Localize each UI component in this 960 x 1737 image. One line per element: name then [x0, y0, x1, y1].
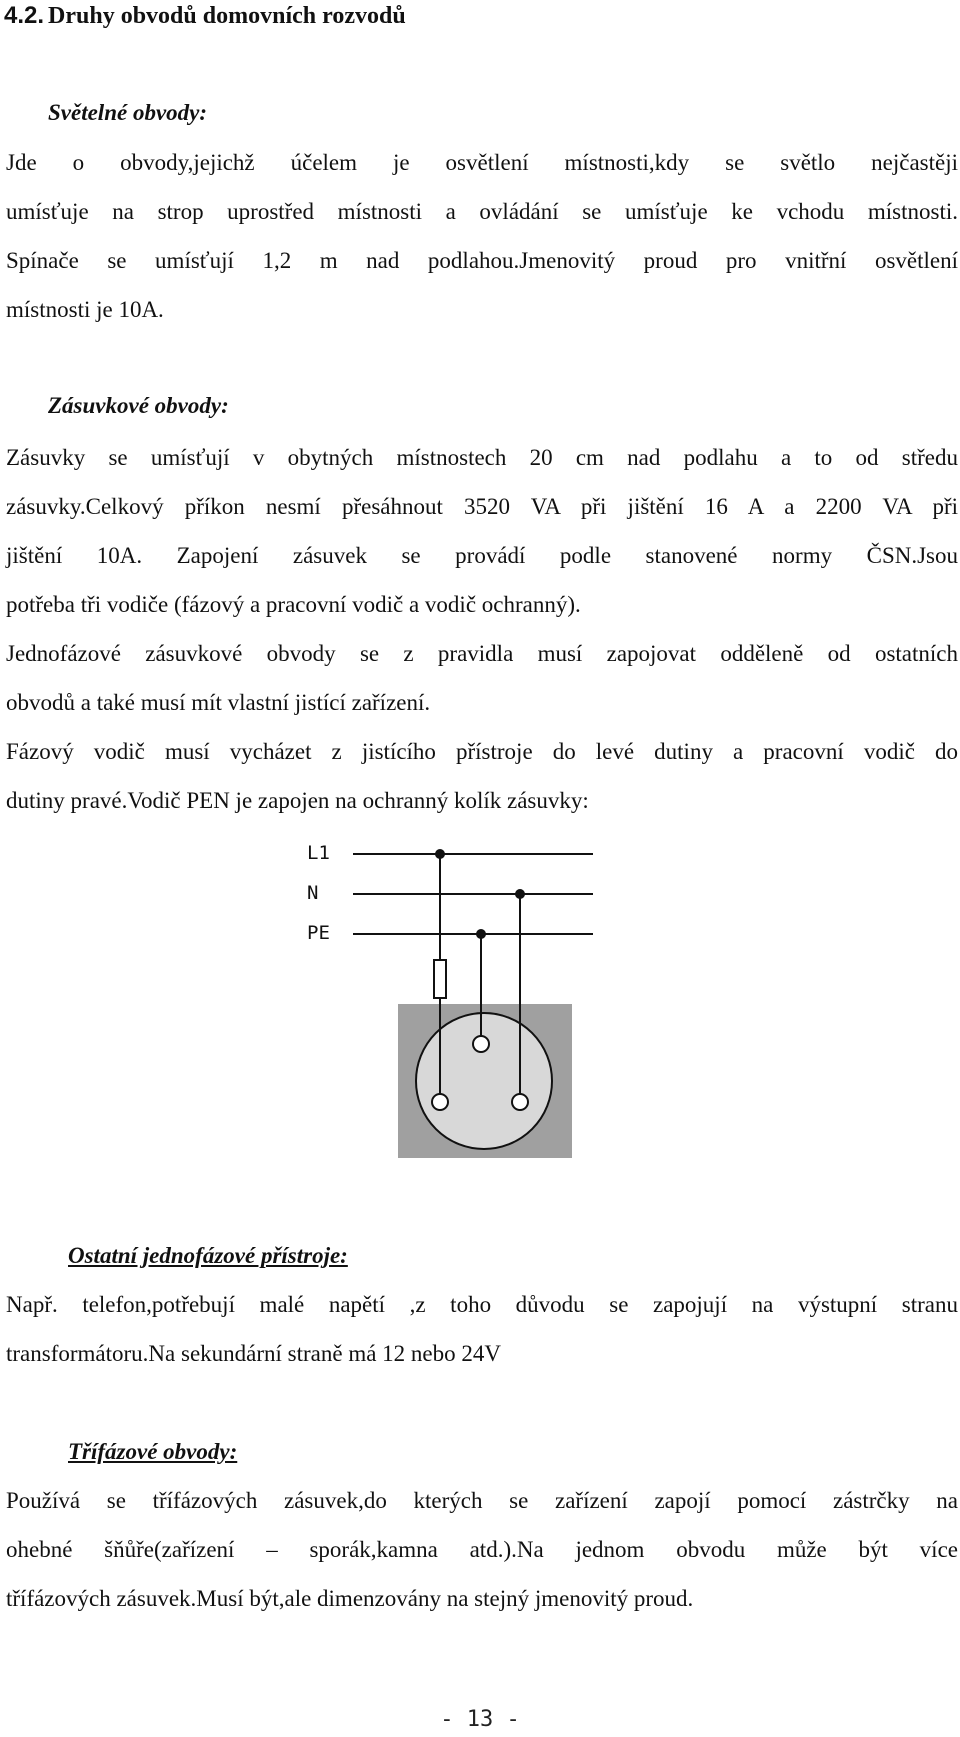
label-n: N	[307, 882, 319, 904]
text-line: zásuvky.Celkový příkon nesmí přesáhnout 3520 VA při jištění 16 A a 2200 VA při	[6, 494, 958, 519]
text-line: Spínače se umísťují 1,2 m nad podlahou.Jmenovitý proud pro vnitřní osvětlení	[6, 248, 958, 273]
fuse-symbol	[434, 960, 446, 998]
text-line: jištění 10A. Zapojení zásuvek se provádí podle stanovené normy ČSN.Jsou	[6, 543, 958, 568]
text-line: obvodů a také musí mít vlastní jistící zařízení.	[6, 690, 431, 715]
text-line: umísťuje na strop uprostřed místnosti a ovládání se umísťuje ke vchodu místnosti.	[6, 199, 958, 224]
socket-face	[416, 1013, 552, 1149]
junction-dot-pe	[476, 929, 486, 939]
sockets-paragraph	[6, 433, 958, 825]
text-line: Např. telefon,potřebují malé napětí ,z toho důvodu se zapojují na výstupní stranu	[6, 1292, 958, 1317]
section-heading	[4, 2, 406, 30]
threephase-heading: Třífázové obvody:	[68, 1439, 238, 1464]
section-number: 4.2.	[4, 2, 45, 29]
lighting-heading: Světelné obvody:	[48, 100, 208, 125]
socket-pin-protective	[473, 1036, 489, 1052]
text-line: Jednofázové zásuvkové obvody se z pravidla musí zapojovat odděleně od ostatních	[6, 641, 958, 666]
socket-hole-left	[432, 1094, 448, 1110]
text-line: Používá se třífázových zásuvek,do kterých se zařízení zapojí pomocí zástrčky na	[6, 1488, 958, 1513]
text-line: potřeba tři vodiče (fázový a pracovní vodič a vodič ochranný).	[6, 592, 581, 617]
socket-hole-right	[512, 1094, 528, 1110]
other-devices-paragraph	[6, 1280, 958, 1378]
text-line: dutiny pravé.Vodič PEN je zapojen na ochranný kolík zásuvky:	[6, 788, 589, 813]
junction-dot-l1	[435, 849, 445, 859]
threephase-paragraph	[6, 1476, 958, 1623]
text-line: transformátoru.Na sekundární straně má 12 nebo 24V	[6, 1341, 501, 1366]
page-number: - 13 -	[440, 1707, 520, 1732]
junction-dot-n	[515, 889, 525, 899]
sockets-heading: Zásuvkové obvody:	[48, 393, 229, 418]
label-l1: L1	[307, 842, 330, 864]
other-devices-heading: Ostatní jednofázové přístroje:	[68, 1243, 348, 1268]
label-pe: PE	[307, 922, 330, 944]
text-line: Fázový vodič musí vycházet z jistícího přístroje do levé dutiny a pracovní vodič do	[6, 739, 958, 764]
socket-wiring-diagram	[293, 832, 605, 1168]
text-line: třífázových zásuvek.Musí být,ale dimenzovány na stejný jmenovitý proud.	[6, 1586, 694, 1611]
text-line: místnosti je 10A.	[6, 297, 164, 322]
text-line: Zásuvky se umísťují v obytných místnostech 20 cm nad podlahu a to od středu	[6, 445, 958, 470]
section-title: Druhy obvodů domovních rozvodů	[48, 3, 406, 29]
lighting-paragraph	[6, 138, 958, 334]
text-line: Jde o obvody,jejichž účelem je osvětlení místnosti,kdy se světlo nejčastěji	[6, 150, 958, 175]
text-line: ohebné šňůře(zařízení – sporák,kamna atd.).Na jednom obvodu může být více	[6, 1537, 958, 1562]
